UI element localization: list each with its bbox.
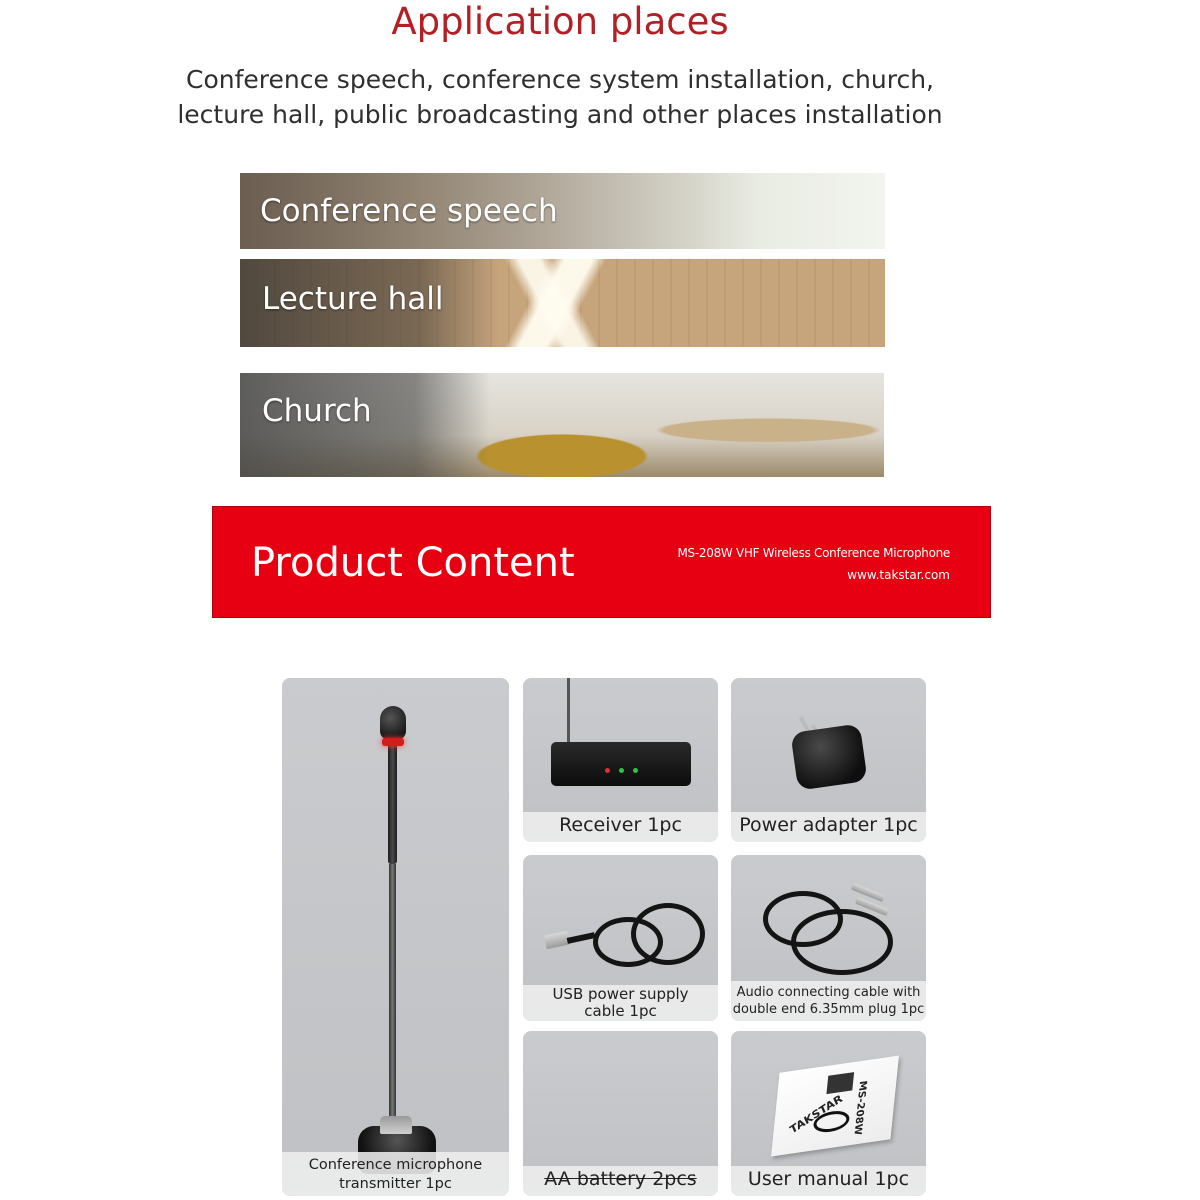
item-label: Power adapter 1pc [731,812,926,842]
item-label [282,1152,509,1196]
application-label: Conference speech [240,173,760,249]
manual-model-text: MS-208W [851,1080,869,1137]
application-banner-church [240,373,884,477]
manual-brand-text: TAKSTAR [788,1092,845,1137]
user-manual-icon [771,1056,899,1157]
application-label: Church [240,373,490,477]
item-label [731,981,926,1021]
product-model-name: MS-208W VHF Wireless Conference Microphone [677,546,950,560]
product-content-banner [212,506,991,618]
item-label [523,985,718,1021]
item-label: User manual 1pc [731,1166,926,1196]
item-label: Receiver 1pc [523,812,718,842]
application-banner-conference-speech [240,173,885,249]
subtitle-line-2: lecture hall, public broadcasting and other places installation [177,100,943,129]
item-label-line-1: Conference microphone [308,1157,483,1173]
application-label: Lecture hall [240,259,500,347]
website-link[interactable]: www.takstar.com [847,568,950,582]
item-label-line-2: transmitter 1pc [339,1176,452,1192]
item-tile-usb-cable [523,855,718,1021]
page-title: Application places [391,0,729,43]
item-tile-microphone [282,678,509,1196]
page-subtitle [150,62,970,132]
application-banner-lecture-hall [240,259,885,347]
item-tile-receiver [523,678,718,842]
item-label-line-2: double end 6.35mm plug 1pc [732,1002,925,1017]
item-label-line-1: Audio connecting cable with [736,985,921,1000]
item-tile-audio-cable [731,855,926,1021]
item-label: AA battery 2pcs [523,1166,718,1196]
subtitle-line-1: Conference speech, conference system installation, church, [186,65,934,94]
item-tile-battery [523,1031,718,1196]
item-label-line-1: USB power supply [552,985,689,1003]
item-tile-user-manual [731,1031,926,1196]
product-content-title: Product Content [251,540,575,586]
item-label-line-2: cable 1pc [584,1002,657,1020]
item-tile-power-adapter [731,678,926,842]
